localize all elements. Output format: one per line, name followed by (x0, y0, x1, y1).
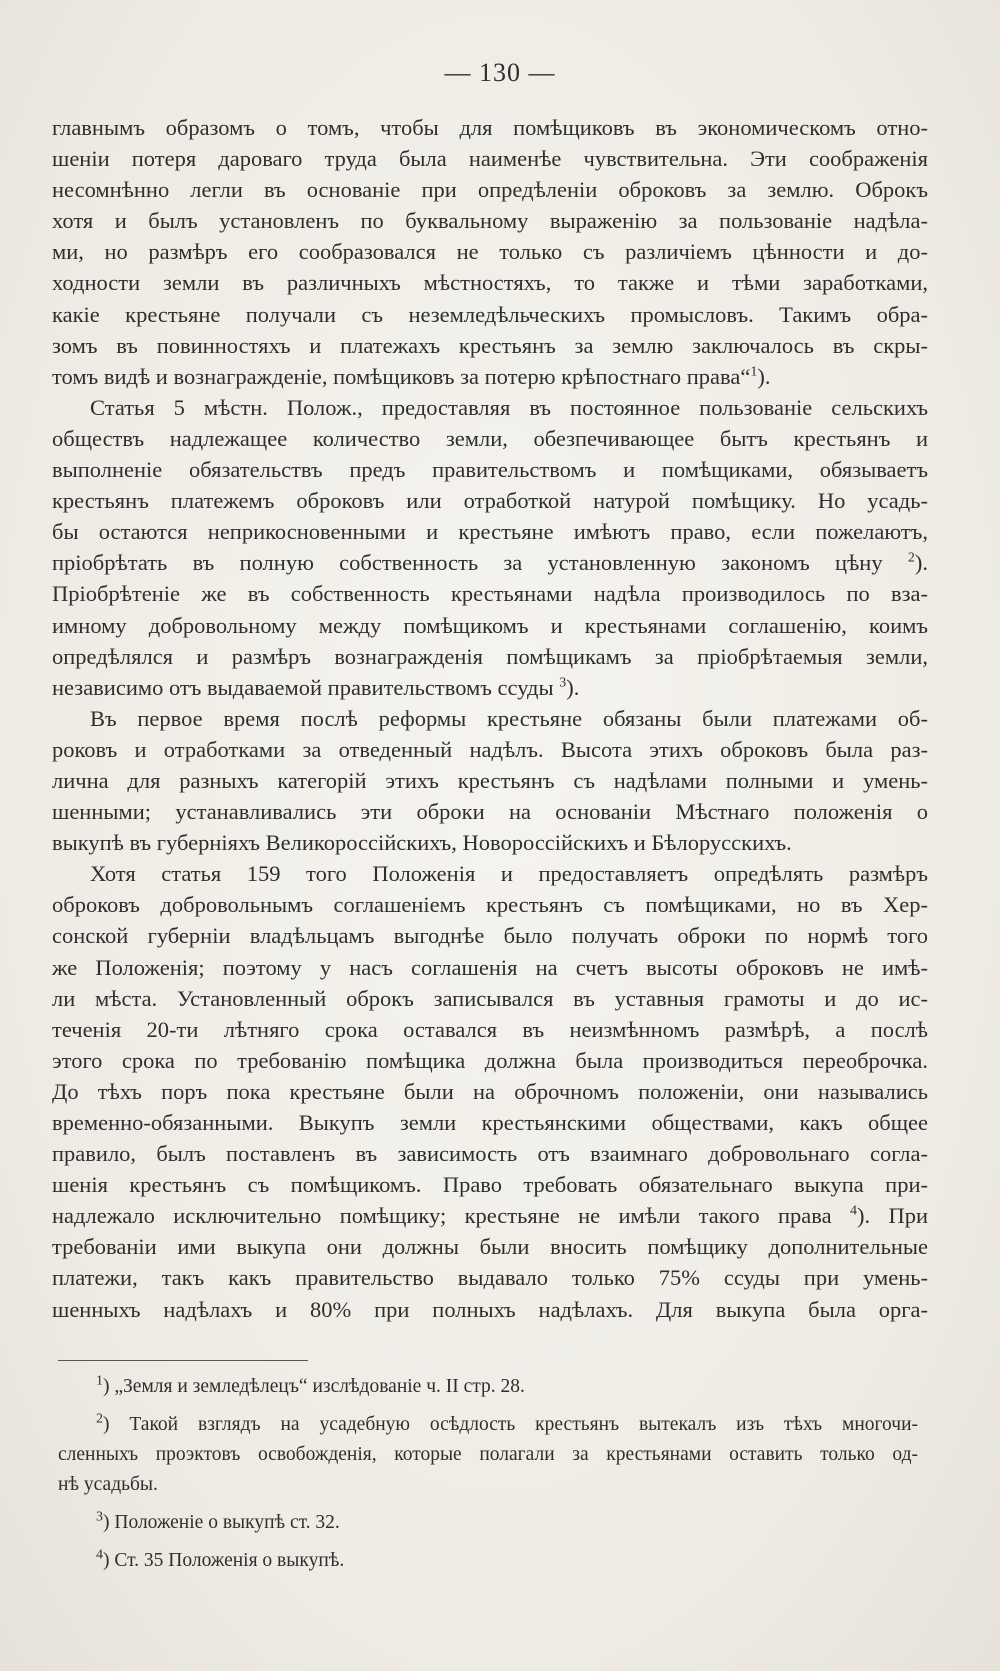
text-line: несомнѣнно легли въ основаніе при опредѣленіи оброковъ за землю. Оброкъ (52, 177, 928, 203)
text-line: какіе крестьяне получали съ неземледѣльческихъ промысловъ. Такимъ обра- (52, 301, 928, 327)
text-line: же Положенія; поэтому у насъ соглашенія на счетъ высоты оброковъ не имѣ- (52, 954, 928, 980)
page-number: — 130 — (444, 58, 556, 87)
footnote-text: ) Положеніе о выкупѣ ст. 32. (103, 1512, 340, 1533)
text-line: правило, былъ поставленъ въ зависимость отъ взаимнаго добровольнаго согла- (52, 1141, 928, 1167)
footnotes (58, 1372, 918, 1576)
text-line: оброковъ добровольнымъ соглашеніемъ крестьянъ съ помѣщиками, но въ Хер- (52, 892, 928, 918)
text-line: ли мѣста. Установленный оброкъ записывался въ уставныя грамоты и до ис- (52, 985, 928, 1011)
text-segment: томъ видѣ и вознагражденіе, помѣщиковъ за потерю крѣпостнаго права“ (52, 363, 751, 389)
text-line: ходности земли въ различныхъ мѣстностяхъ, то также и тѣми заработками, (52, 270, 928, 296)
text-line (52, 361, 928, 392)
text-line: требованіи ими выкупа они должны были вносить помѣщику дополнительные (52, 1234, 928, 1260)
text-segment: ). (566, 674, 580, 700)
text-line: теченія 20-ти лѣтняго срока оставался въ неизмѣнномъ размѣрѣ, а послѣ (52, 1016, 928, 1042)
text-segment: ). При (856, 1203, 928, 1229)
text-line (52, 672, 928, 703)
text-line: платежи, такъ какъ правительство выдавало только 75% ссуды при умень- (52, 1265, 928, 1291)
text-line: шенныхъ надѣлахъ и 80% при полныхъ надѣлахъ. Для выкупа была орга- (52, 1296, 928, 1322)
text-line (52, 547, 928, 578)
text-line: главнымъ образомъ о томъ, чтобы для помѣщиковъ въ экономическомъ отно- (52, 115, 928, 140)
text-line: Въ первое время послѣ реформы крестьяне обязаны были платежами об- (90, 705, 928, 731)
footnote-ref: 3 (559, 675, 567, 691)
text-line: лична для разныхъ категорій этихъ крестьянъ съ надѣлами полными и умень- (52, 767, 928, 793)
text-line: роковъ и отработками за отведенный надѣлъ. Высота этихъ оброковъ была раз- (52, 736, 928, 762)
footnote-ref: 1 (750, 364, 758, 380)
text-line: опредѣлялся и размѣръ вознагражденія помѣщикамъ за пріобрѣтаемыя земли, (52, 643, 928, 669)
text-line: шеніи потеря дароваго труда была наименѣе чувствительна. Эти соображенія (52, 146, 928, 172)
text-line: шенія крестьянъ съ помѣщикомъ. Право требовать обязательнаго выкупа при- (52, 1172, 928, 1198)
body-text (52, 112, 928, 1325)
footnote-2-cont: нѣ усадьбы. (58, 1474, 158, 1495)
footnote-mark: 2 (96, 1411, 103, 1427)
text-segment: независимо отъ выдаваемой правительствомъ ссуды (52, 674, 554, 700)
footnote-text: ) Ст. 35 Положенія о выкупѣ. (103, 1550, 345, 1571)
text-line: зомъ въ повинностяхъ и платежахъ крестьянъ за землю заключалось въ скры- (52, 332, 928, 358)
text-line: обществъ надлежащее количество земли, обезпечивающее бытъ крестьянъ и (52, 425, 928, 451)
footnote-4 (58, 1546, 918, 1576)
footnote-ref: 2 (907, 550, 915, 566)
text-segment: пріобрѣтать въ полную собственность за установленную закономъ цѣну (52, 550, 883, 576)
footnote-2 (58, 1410, 918, 1440)
footnote-mark: 3 (96, 1509, 103, 1525)
text-line: хотя и былъ установленъ по буквальному выраженію за пользованіе надѣла- (52, 208, 928, 234)
text-line: ми, но размѣръ его сообразовался не только съ различіемъ цѣнности и до- (52, 239, 928, 265)
text-line: выкупѣ въ губерніяхъ Великороссійскихъ, Новороссійскихъ и Бѣлорусскихъ. (52, 830, 792, 856)
text-segment: надлежало исключительно помѣщику; крестьяне не имѣли такого права (52, 1203, 832, 1229)
text-segment: ). (757, 363, 771, 389)
text-line: временно-обязанными. Выкупъ земли крестьянскими обществами, какъ общее (52, 1110, 928, 1135)
text-line: Пріобрѣтеніе же въ собственность крестьянами надѣла производилось по вза- (52, 581, 928, 607)
footnote-divider (58, 1360, 308, 1361)
text-line: бы остаются неприкосновенными и крестьяне имѣютъ право, если пожелаютъ, (52, 519, 928, 545)
footnote-ref: 4 (849, 1203, 857, 1219)
text-line: этого срока по требованію помѣщика должна была производиться переоброчка. (52, 1047, 928, 1073)
text-line: крестьянъ платежемъ оброковъ или отработкой натурой помѣщику. Но усадь- (52, 488, 928, 514)
footnote-mark: 4 (96, 1547, 103, 1563)
footnote-text: ) „Земля и земледѣлецъ“ изслѣдованіе ч. II стр. 28. (103, 1376, 525, 1397)
footnote-text: ) Такой взглядъ на усадебную осѣдлость крестьянъ вытекалъ изъ тѣхъ многочи- (103, 1414, 918, 1435)
text-line: До тѣхъ поръ пока крестьяне были на оброчномъ положеніи, они назывались (52, 1078, 928, 1104)
footnote-1 (58, 1372, 918, 1402)
text-segment: ). (914, 550, 928, 576)
footnote-3 (58, 1508, 918, 1538)
text-line: Статья 5 мѣстн. Полож., предоставляя въ постоянное пользованіе сельскихъ (90, 394, 928, 420)
footnote-2-cont: сленныхъ проэктовъ освобожденія, которые полагали за крестьянами оставить только од- (58, 1444, 918, 1465)
text-line: сонской губерніи владѣльцамъ выгоднѣе было получать оброки по нормѣ того (52, 923, 928, 949)
text-line: Хотя статья 159 того Положенія и предоставляетъ опредѣлять размѣръ (90, 861, 928, 887)
text-line: выполненіе обязательствъ предъ правительствомъ и помѣщиками, обязываетъ (52, 457, 928, 483)
text-line (52, 1200, 928, 1231)
text-line: шенными; устанавливались эти оброки на основаніи Мѣстнаго положенія о (52, 799, 928, 825)
text-line: имному добровольному между помѣщикомъ и крестьянами соглашенію, коимъ (52, 612, 928, 638)
footnote-mark: 1 (96, 1373, 103, 1389)
